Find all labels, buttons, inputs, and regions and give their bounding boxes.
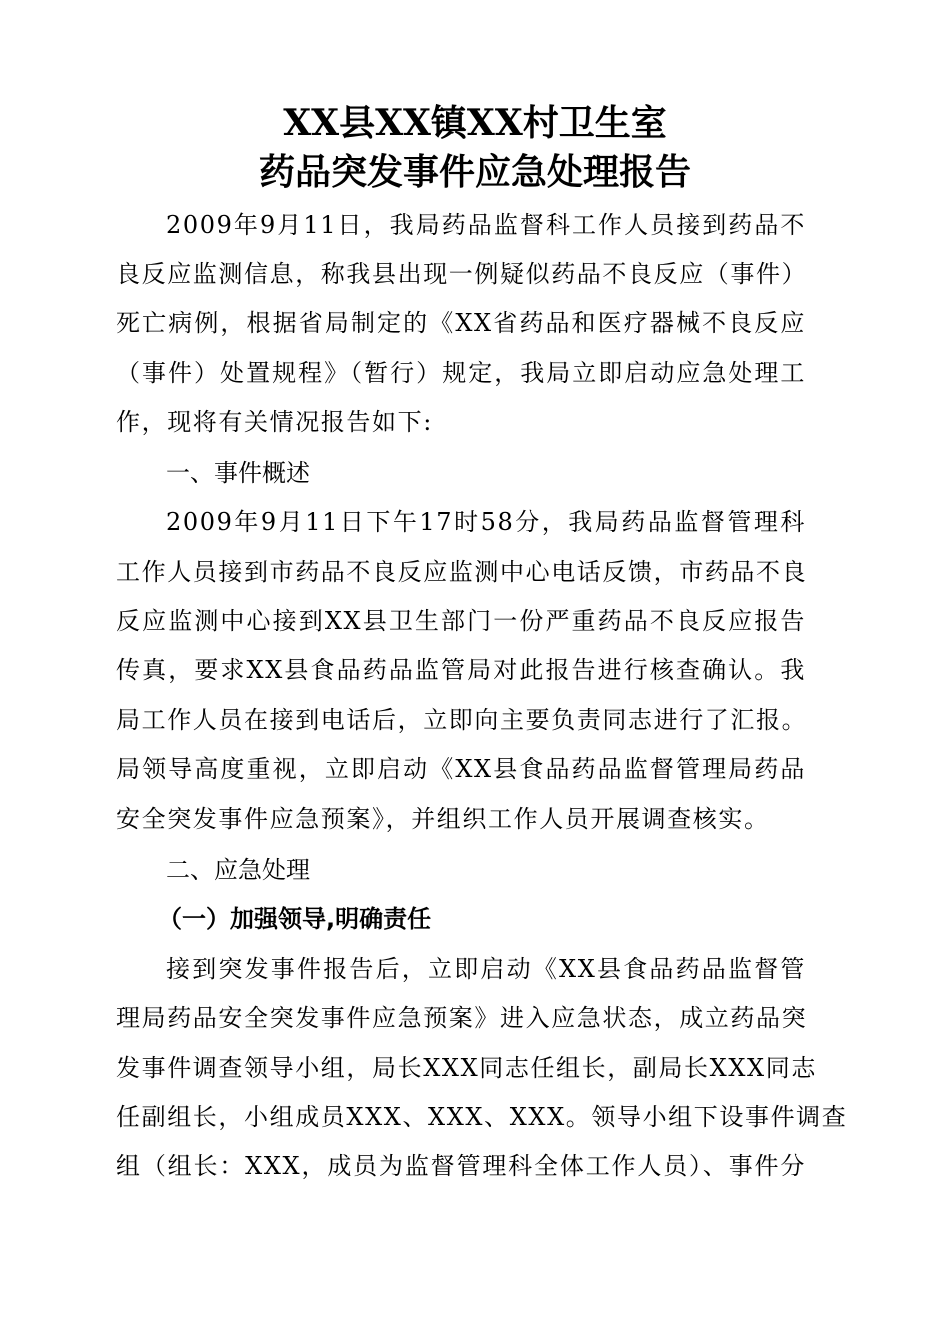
section2-line-4: 任副组长，小组成员XXX、XXX、XXX。领导小组下设事件调查 xyxy=(116,1103,848,1131)
section1-line-4: 传真，要求XX县食品药品监管局对此报告进行核查确认。我 xyxy=(116,656,806,684)
section1-line-7: 安全突发事件应急预案》，并组织工作人员开展调查核实。 xyxy=(116,805,770,833)
intro-line-1: 2009年9月11日，我局药品监督科工作人员接到药品不 xyxy=(166,211,806,239)
section-heading-emergency: 二、应急处理 xyxy=(166,856,310,884)
intro-line-5: 作，现将有关情况报告如下: xyxy=(116,408,433,436)
section1-line-3: 反应监测中心接到XX县卫生部门一份严重药品不良反应报告 xyxy=(116,607,806,635)
document-title-line-2: 药品突发事件应急处理报告 xyxy=(258,151,691,193)
intro-line-2: 良反应监测信息，称我县出现一例疑似药品不良反应（事件） xyxy=(116,260,808,288)
section1-line-6: 局领导高度重视，立即启动《XX县食品药品监督管理局药品 xyxy=(116,755,806,783)
document-title-line-1: XX县XX镇XX村卫生室 xyxy=(283,102,667,144)
intro-line-3: 死亡病例，根据省局制定的《XX省药品和医疗器械不良反应 xyxy=(116,309,806,337)
section1-line-1: 2009年9月11日下午17时58分，我局药品监督管理科 xyxy=(166,508,806,536)
intro-line-4: （事件）处置规程》（暂行）规定，我局立即启动应急处理工 xyxy=(116,359,806,387)
section2-line-5: 组（组长：XXX，成员为监督管理科全体工作人员）、事件分 xyxy=(116,1152,806,1180)
section2-line-2: 理局药品安全突发事件应急预案》进入应急状态，成立药品突 xyxy=(116,1004,808,1032)
section1-line-5: 局工作人员在接到电话后，立即向主要负责同志进行了汇报。 xyxy=(116,706,808,734)
section1-line-2: 工作人员接到市药品不良反应监测中心电话反馈，市药品不良 xyxy=(116,558,808,586)
subsection-heading-leadership: （一）加强领导,明确责任 xyxy=(158,905,432,933)
section2-line-3: 发事件调查领导小组，局长XXX同志任组长，副局长XXX同志 xyxy=(116,1054,817,1082)
section2-line-1: 接到突发事件报告后，立即启动《XX县食品药品监督管 xyxy=(166,955,806,983)
section-heading-overview: 一、事件概述 xyxy=(166,459,310,487)
